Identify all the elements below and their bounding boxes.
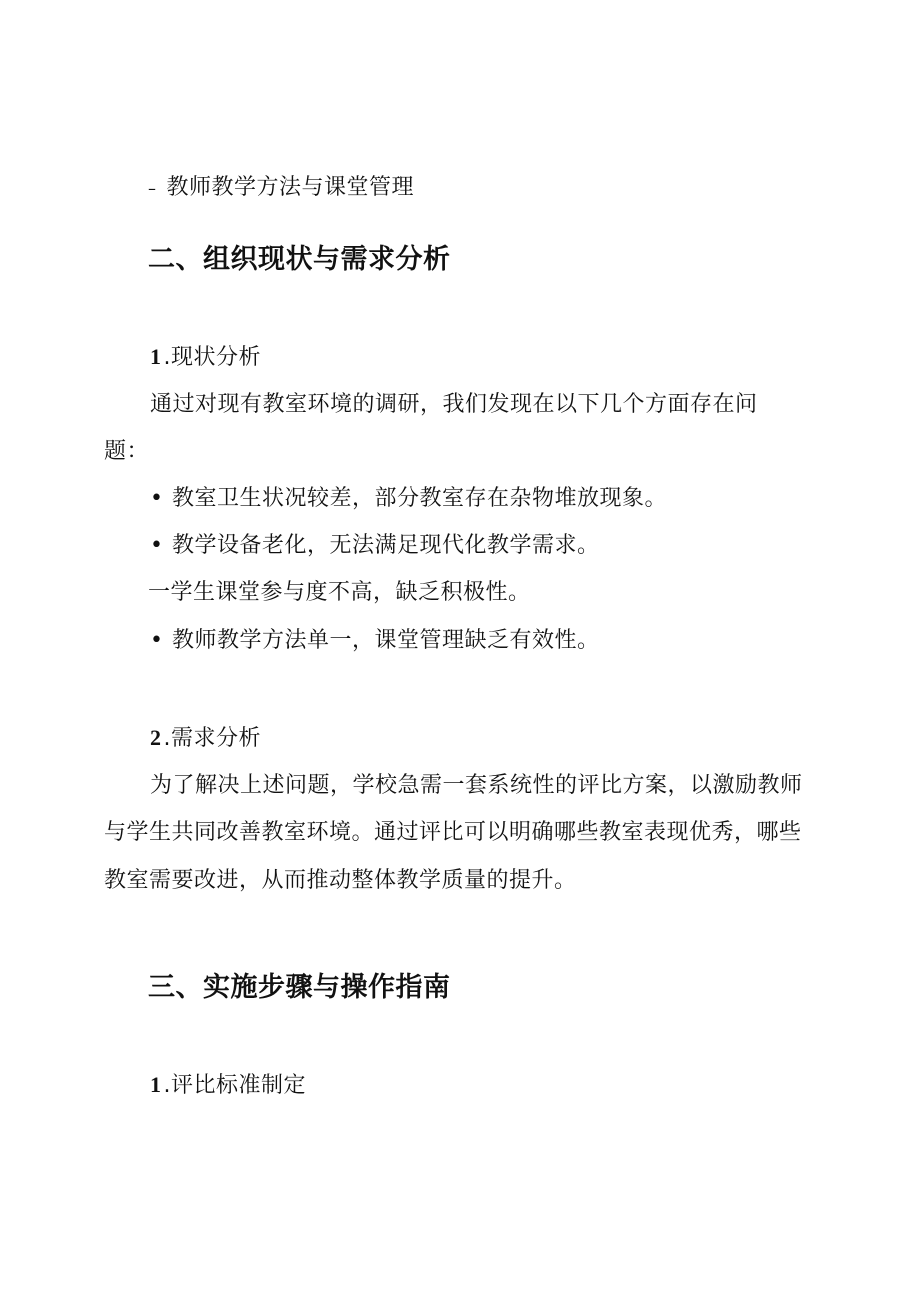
section-2-heading: 二、组织现状与需求分析 (148, 244, 451, 275)
subsection-title: .评比标准制定 (163, 1073, 306, 1098)
top-list-item-text: 教师教学方法与课堂管理 (166, 175, 415, 200)
bullet-marker: • (150, 628, 164, 653)
subsection-title: .现状分析 (163, 345, 261, 370)
intro-paragraph-line-2: 题： (104, 439, 150, 464)
issue-text: 教学设备老化，无法满足现代化教学需求。 (172, 533, 600, 558)
subsection-title: .需求分析 (163, 726, 261, 751)
issue-text: 一学生课堂参与度不高，缺乏积极性。 (148, 580, 531, 605)
bullet-marker: • (150, 533, 164, 558)
top-list-item (148, 173, 414, 204)
subsection-2-2-title (150, 723, 261, 754)
issue-text: 教室卫生状况较差，部分教室存在杂物堆放现象。 (172, 486, 668, 511)
issue-item (148, 578, 531, 608)
subsection-number: 1 (150, 1072, 162, 1097)
issue-item (150, 531, 600, 561)
section-3-heading: 三、实施步骤与操作指南 (148, 972, 451, 1003)
intro-paragraph-line-1: 通过对现有教室环境的调研，我们发现在以下几个方面存在问 (150, 392, 758, 417)
issue-item (150, 626, 600, 656)
subsection-3-1-title (150, 1070, 306, 1101)
needs-paragraph-line-2: 与学生共同改善教室环境。通过评比可以明确哪些教室表现优秀，哪些 (104, 820, 802, 845)
bullet-marker: • (150, 486, 164, 511)
subsection-number: 2 (150, 725, 162, 750)
needs-paragraph-line-1: 为了解决上述问题，学校急需一套系统性的评比方案，以激励教师 (150, 773, 803, 798)
subsection-number: 1 (150, 344, 162, 369)
issue-item (150, 484, 667, 514)
issue-text: 教师教学方法单一，课堂管理缺乏有效性。 (172, 628, 600, 653)
subsection-2-1-title (150, 342, 261, 373)
dash-marker: – (148, 179, 157, 198)
needs-paragraph-line-3: 教室需要改进，从而推动整体教学质量的提升。 (104, 868, 577, 893)
